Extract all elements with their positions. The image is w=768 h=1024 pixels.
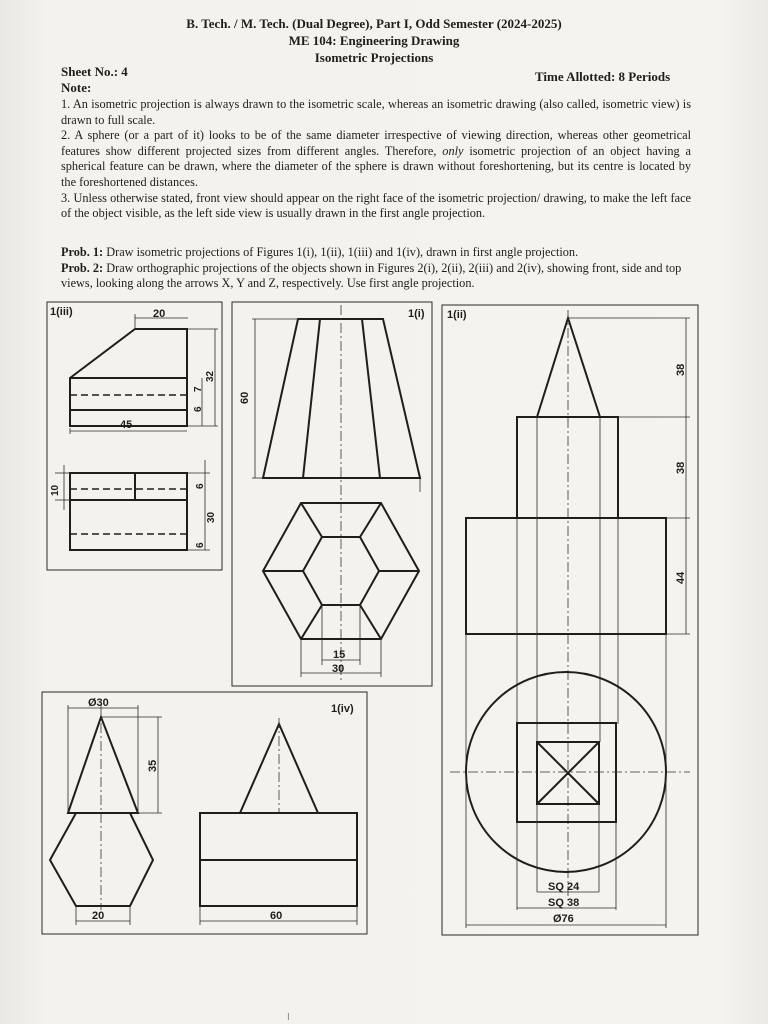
fig-iv-cone-left xyxy=(68,717,138,813)
fig-i-frustum xyxy=(263,319,420,478)
page-mark: I xyxy=(287,1012,290,1023)
fig-i-hex-link-2 xyxy=(360,503,381,537)
course-title: ME 104: Engineering Drawing xyxy=(288,33,460,48)
figure-1-ii-frame xyxy=(442,305,698,935)
problem-1-label: Prob. 1: xyxy=(61,245,104,259)
figure-1-i-frame xyxy=(232,302,432,686)
note-1: 1. An isometric projection is always drawn to the isometric scale, whereas an isometric drawing (also called, isometric view) is drawn to full scale. xyxy=(61,97,691,127)
note-2-emphasis: only xyxy=(442,143,464,158)
fig-ii-square-prism xyxy=(517,417,618,518)
fig-i-hex-link-1 xyxy=(301,503,322,537)
figure-1-ii xyxy=(442,305,698,935)
fig-ii-cylinder xyxy=(466,518,666,634)
fig-iii-dim-6b: 6 xyxy=(195,483,206,489)
time-allotted: Time Allotted: 8 Periods xyxy=(535,69,671,84)
fig-i-edge-1 xyxy=(303,319,320,478)
fig-ii-pyramid xyxy=(537,318,600,417)
figure-1-iii-frame xyxy=(47,302,222,570)
fig-iii-dim-45: 45 xyxy=(120,419,133,431)
figure-1-i xyxy=(232,302,432,686)
fig-iv-dim-dia30: Ø30 xyxy=(88,697,109,709)
fig-iv-hexagon xyxy=(50,813,153,906)
fig-i-dim-60: 60 xyxy=(239,391,251,404)
problem-1-text: Draw isometric projections of Figures 1(i), 1(ii), 1(iii) and 1(iv), drawn in first angle projection. xyxy=(103,245,579,259)
fig-iii-dim-7: 7 xyxy=(193,386,204,392)
problem-2-label: Prob. 2: xyxy=(61,260,104,275)
fig-ii-dim-sq38: SQ 38 xyxy=(548,897,580,909)
fig-iii-dim-32: 32 xyxy=(205,370,216,382)
note-3: 3. Unless otherwise stated, front view should appear on the right face of the isometric projection/ drawing, to make the left face of the object visible, as the left side view is usually drawn in the first angle projection. xyxy=(61,190,691,221)
figure-1-iii-label: 1(iii) xyxy=(50,306,73,318)
note-label: Note: xyxy=(61,80,92,95)
fig-i-dim-15: 15 xyxy=(333,649,346,661)
fig-iii-dim-30: 30 xyxy=(206,511,217,523)
fig-iv-dim-35: 35 xyxy=(147,759,159,772)
course-line: B. Tech. / M. Tech. (Dual Degree), Part I, Odd Semester (2024-2025) xyxy=(186,16,562,31)
fig-iv-dim-60: 60 xyxy=(270,910,283,922)
figure-1-iii xyxy=(47,302,222,570)
fig-i-hex-link-5 xyxy=(301,605,322,639)
fig-ii-dim-38a: 38 xyxy=(675,363,687,376)
fig-iii-top-outline xyxy=(70,473,187,550)
fig-i-dim-30: 30 xyxy=(332,663,345,675)
note-2-part-a: 2. A sphere (or a part of it) looks to be of the same diameter irrespective of viewing direction, whereas other geometrical features show different projected sizes from different angles. Therefore, xyxy=(61,128,691,158)
fig-i-hex-link-4 xyxy=(360,605,381,639)
fig-iv-dim-20: 20 xyxy=(92,910,105,922)
problem-2-text: Draw orthographic projections of the objects shown in Figures 2(i), 2(ii), 2(iii) and 2(iv), showing front, side and top views, looking along the arrows X, Y and Z, respectively. Use first angle projection. xyxy=(61,260,682,291)
fig-iii-dim-6a: 6 xyxy=(193,406,204,412)
figure-1-i-label: 1(i) xyxy=(408,308,425,320)
figure-1-iv-label: 1(iv) xyxy=(331,703,354,715)
fig-ii-dim-sq24: SQ 24 xyxy=(548,881,580,893)
figure-1-iv xyxy=(42,692,367,934)
note-2-part-b: isometric projection of an object having a spherical feature can be drawn, where the diameter of the sphere is drawn without foreshortening, but its centre is located by the foreshortened distances. xyxy=(61,143,691,189)
fig-iii-dim-10: 10 xyxy=(50,484,61,496)
fig-ii-dim-38b: 38 xyxy=(675,461,687,474)
sheet-topic: Isometric Projections xyxy=(314,50,434,65)
fig-ii-dim-dia76: Ø76 xyxy=(553,913,574,925)
figure-1-ii-label: 1(ii) xyxy=(447,309,467,321)
fig-ii-dim-44: 44 xyxy=(675,571,687,584)
fig-i-edge-2 xyxy=(362,319,380,478)
fig-iii-dim-20: 20 xyxy=(153,308,166,320)
fig-iii-dim-6c: 6 xyxy=(195,542,206,548)
sheet-number: Sheet No.: 4 xyxy=(61,64,128,79)
